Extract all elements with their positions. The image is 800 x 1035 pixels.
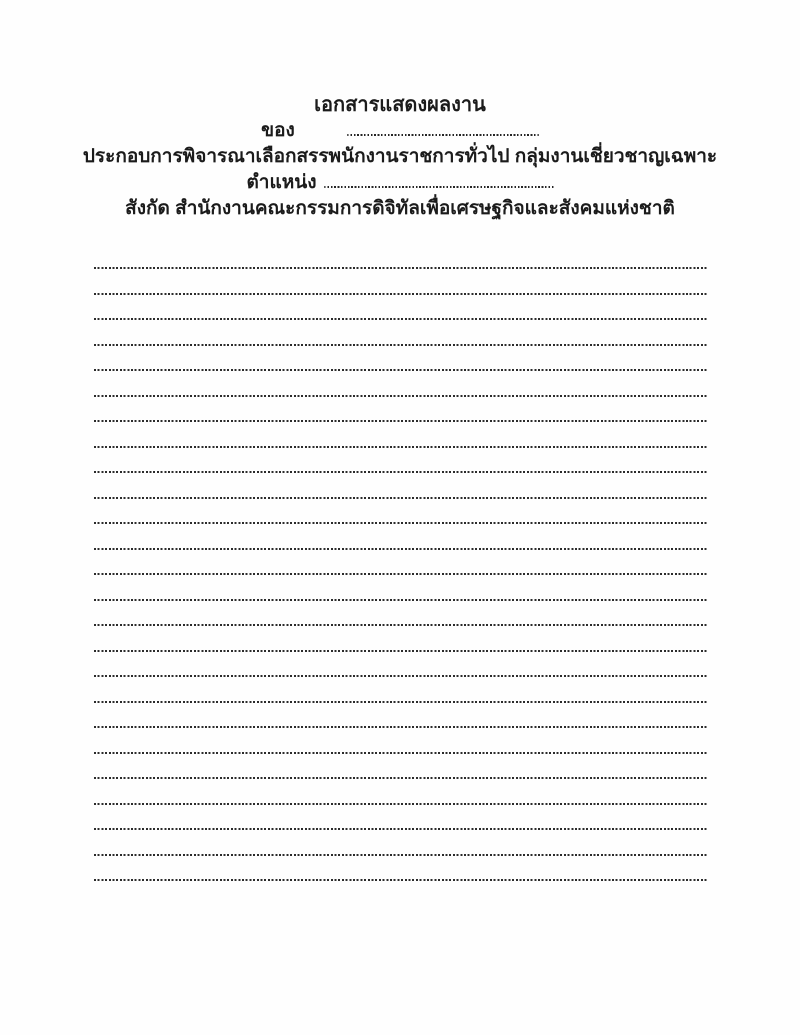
writing-line: [94, 624, 708, 626]
writing-line: [94, 395, 708, 397]
position-dotted-blank: [324, 186, 554, 188]
writing-line: [94, 318, 708, 320]
writing-line: [94, 548, 708, 550]
writing-line: [94, 420, 708, 422]
writing-line: [94, 803, 708, 805]
document-title: เอกสารแสดงผลงาน: [314, 94, 486, 116]
position-label: ตำแหน่ง: [246, 172, 317, 193]
writing-line: [94, 854, 708, 856]
of-label: ของ: [261, 120, 295, 141]
writing-line: [94, 267, 708, 269]
writing-lines: [94, 267, 708, 881]
writing-line: [94, 497, 708, 499]
writing-line: [94, 777, 708, 779]
of-line: [0, 118, 800, 144]
writing-line: [94, 879, 708, 881]
writing-line: [94, 471, 708, 473]
writing-line: [94, 344, 708, 346]
affiliation-line: สังกัด สำนักงานคณะกรรมการดิจิทัลเพื่อเศรษฐกิจและสังคมแห่งชาติ: [125, 198, 675, 219]
writing-line: [94, 599, 708, 601]
writing-line: [94, 446, 708, 448]
writing-line: [94, 752, 708, 754]
writing-line: [94, 675, 708, 677]
writing-line: [94, 701, 708, 703]
writing-line: [94, 293, 708, 295]
document-header: [0, 92, 800, 222]
of-dotted-blank: [347, 134, 539, 136]
position-line: [0, 170, 800, 196]
writing-line: [94, 726, 708, 728]
writing-line: [94, 522, 708, 524]
writing-line: [94, 573, 708, 575]
writing-line: [94, 650, 708, 652]
purpose-line: ประกอบการพิจารณาเลือกสรรพนักงานราชการทั่วไป กลุ่มงานเชี่ยวชาญเฉพาะ: [82, 146, 718, 167]
writing-line: [94, 828, 708, 830]
writing-line: [94, 369, 708, 371]
